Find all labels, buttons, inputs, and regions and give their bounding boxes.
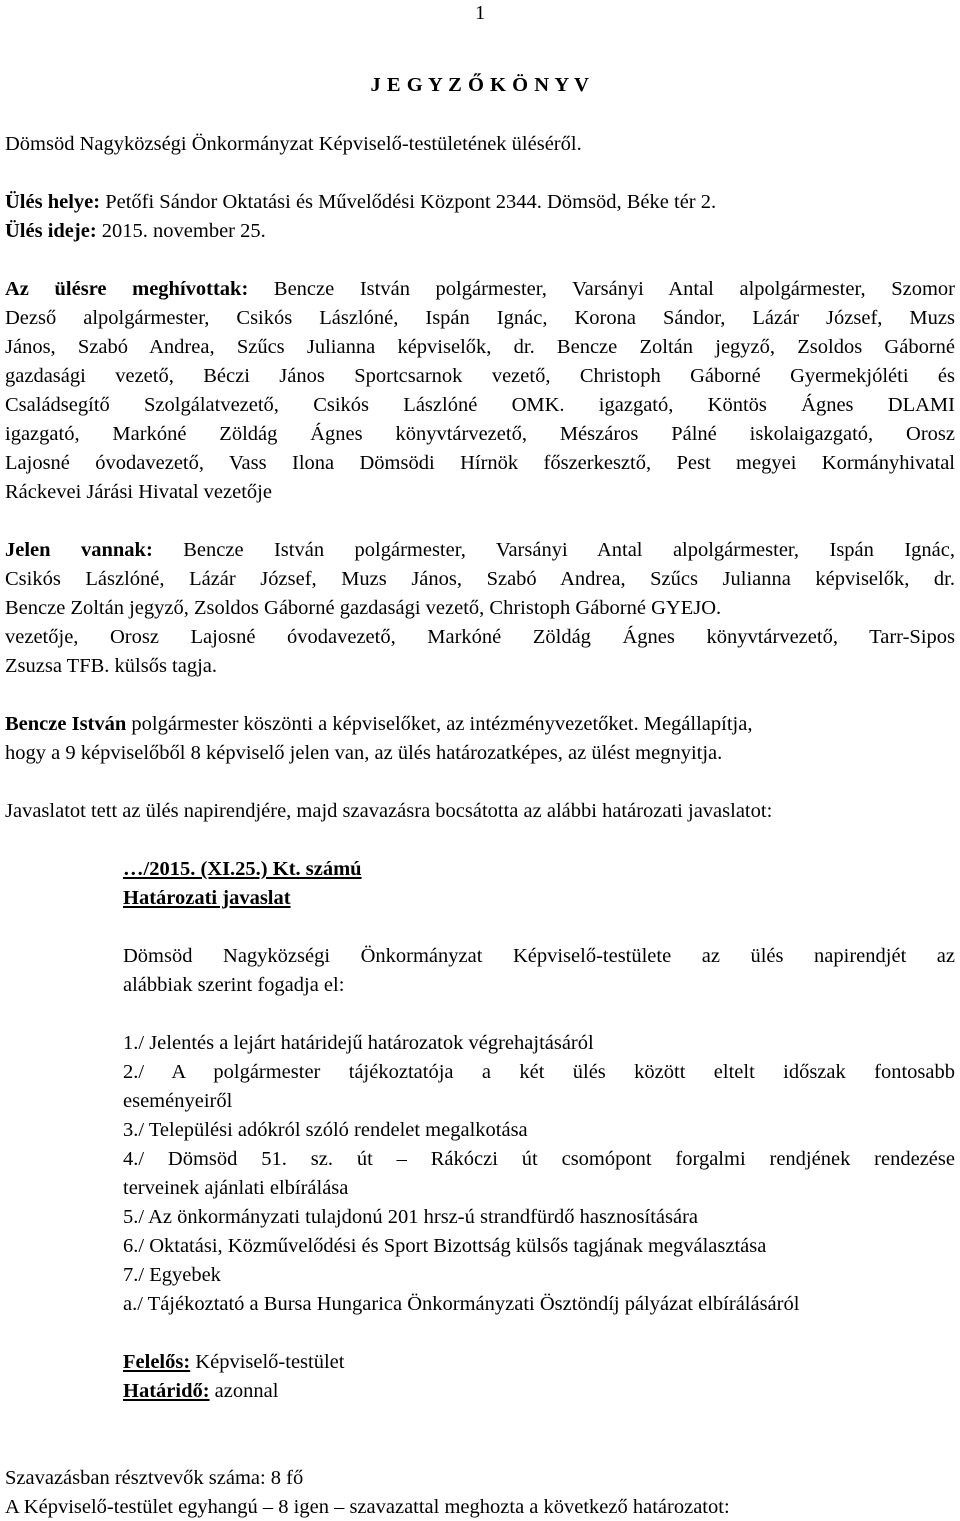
document-title: J E G Y Z Ő K Ö N Y V [370, 74, 590, 96]
deadline-label: Határidő: [123, 1380, 210, 1402]
invited-line: Dezső alpolgármester, Csikós Lászlóné, Ispán Ignác, Korona Sándor, Lázár József, Muzs [5, 307, 955, 329]
invited-label: Az ülésre meghívottak: [5, 278, 249, 300]
present-label: Jelen vannak: [5, 539, 153, 561]
opening-line-1: Bencze István polgármester köszönti a képviselőket, az intézményvezetőket. Megállapítja, [5, 713, 753, 735]
deadline: Határidő: azonnal [123, 1380, 279, 1402]
opening-line-2: hogy a 9 képviselőből 8 képviselő jelen van, az ülés határozatképes, az ülést megnyitja. [5, 742, 723, 764]
meeting-place [5, 192, 716, 213]
agenda-item: terveinek ajánlati elbírálása [123, 1177, 349, 1199]
present-line: Bencze Zoltán jegyző, Zsoldos Gáborné gazdasági vezető, Christoph Gáborné GYEJO. [5, 597, 722, 619]
invited-line: Lajosné óvodavezető, Vass Ilona Dömsödi Hírnök főszerkesztő, Pest megyei Kormányhivatal [5, 452, 955, 474]
mayor-name: Bencze István [5, 713, 127, 735]
vote-result: A Képviselő-testület egyhangú – 8 igen – szavazattal meghozta a következő határozatot: [5, 1496, 730, 1518]
agenda-item: eseményeiről [123, 1090, 233, 1112]
date-label: Ülés ideje: [5, 220, 97, 242]
agenda-item: 4./ Dömsöd 51. sz. út – Rákóczi út csomópont forgalmi rendjének rendezése [123, 1148, 955, 1170]
invited-line: Családsegítő Szolgálatvezető, Csikós Lászlóné OMK. igazgató, Köntös Ágnes DLAMI [5, 394, 955, 416]
agenda-item: 6./ Oktatási, Közművelődési és Sport Bizottság külsős tagjának megválasztása [123, 1235, 767, 1257]
vote-count: Szavazásban résztvevők száma: 8 fő [5, 1467, 304, 1489]
invited-line: igazgató, Markóné Zöldág Ágnes könyvtárvezető, Mészáros Pálné iskolaigazgató, Orosz [5, 423, 955, 445]
place-value: Petőfi Sándor Oktatási és Művelődési Központ 2344. Dömsöd, Béke tér 2. [100, 191, 717, 213]
present-line: Csikós Lászlóné, Lázár József, Muzs János, Szabó Andrea, Szűcs Julianna képviselők, dr. [5, 568, 955, 590]
agenda-item: 3./ Települési adókról szóló rendelet megalkotása [123, 1119, 528, 1141]
present-line-1: Jelen vannak: Bencze István polgármester, Varsányi Antal alpolgármester, Ispán Ignác, [5, 539, 955, 561]
resolution-heading: Határozati javaslat [123, 887, 291, 909]
responsible-label: Felelős: [123, 1351, 191, 1373]
invited-line: János, Szabó Andrea, Szűcs Julianna képviselők, dr. Bencze Zoltán jegyző, Zsoldos Gáborné [5, 336, 955, 358]
date-value: 2015. november 25. [96, 220, 266, 242]
invited-line: gazdasági vezető, Béczi János Sportcsarnok vezető, Christoph Gáborné Gyermekjóléti és [5, 365, 955, 387]
place-label: Ülés helye: [5, 191, 101, 213]
meeting-date [5, 221, 266, 242]
present-line: Zsuzsa TFB. külsős tagja. [5, 655, 218, 677]
resolution-number: …/2015. (XI.25.) Kt. számú [123, 858, 362, 880]
page-number: 1 [475, 2, 486, 24]
resolution-body: Dömsöd Nagyközségi Önkormányzat Képviselő-testülete az ülés napirendjét az [123, 945, 955, 967]
agenda-item: 1./ Jelentés a lejárt határidejű határozatok végrehajtásáról [123, 1032, 594, 1054]
agenda-item: 7./ Egyebek [123, 1264, 221, 1286]
agenda-item: 2./ A polgármester tájékoztatója a két ülés között eltelt időszak fontosabb [123, 1061, 955, 1083]
proposal-intro: Javaslatot tett az ülés napirendjére, majd szavazásra bocsátotta az alábbi határozati javaslatot: [5, 800, 773, 822]
agenda-item: a./ Tájékoztató a Bursa Hungarica Önkormányzati Ösztöndíj pályázat elbírálásáról [123, 1293, 800, 1315]
resolution-body: alábbiak szerint fogadja el: [123, 974, 345, 996]
intro-line: Dömsöd Nagyközségi Önkormányzat Képviselő-testületének üléséről. [5, 133, 582, 155]
invited-line: Ráckevei Járási Hivatal vezetője [5, 481, 272, 503]
responsible: Felelős: Képviselő-testület [123, 1351, 345, 1373]
agenda-item: 5./ Az önkormányzati tulajdonú 201 hrsz-ú strandfürdő hasznosítására [123, 1206, 698, 1228]
invited-line-1: Az ülésre meghívottak: Bencze István polgármester, Varsányi Antal alpolgármester, Szomor [5, 278, 955, 300]
present-line: vezetője, Orosz Lajosné óvodavezető, Markóné Zöldág Ágnes könyvtárvezető, Tarr-Sipos [5, 626, 955, 648]
